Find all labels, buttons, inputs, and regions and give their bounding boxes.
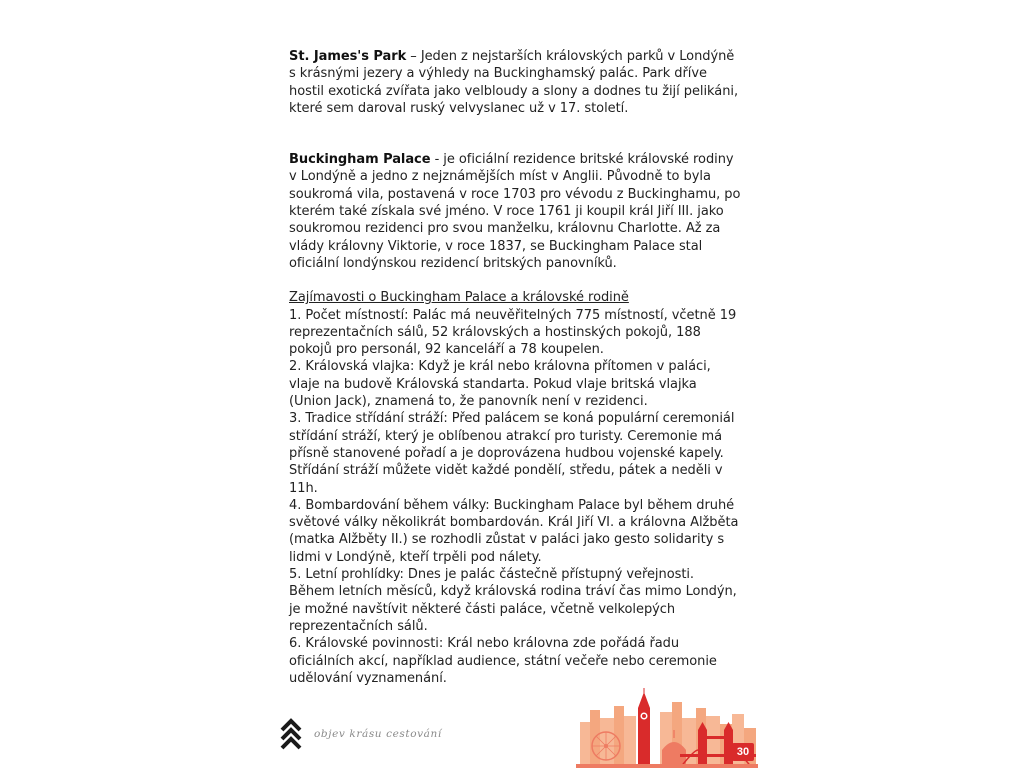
st-james-title: St. James's Park — [289, 49, 407, 64]
facts-heading: Zajímavosti o Buckingham Palace a královské rodině — [289, 290, 629, 306]
fact-item: 6. Královské povinnosti: Král nebo královna zde pořádá řadu oficiálních akcí, například audience, státní večeře nebo ceremonie udělování vyznamenání. — [289, 636, 717, 686]
fact-item: 5. Letní prohlídky: Dnes je palác částečně přístupný veřejnosti. Během letních měsíců, když královská rodina tráví čas mimo Londýn, je možné navštívit některé části paláce, včetně velkolepých reprezentačních sálů. — [289, 567, 737, 634]
st-james-paragraph — [289, 48, 741, 117]
spacer — [289, 272, 741, 289]
chevrons-up-icon — [280, 718, 302, 752]
page-content — [289, 48, 741, 687]
fact-item: 2. Královská vlajka: Když je král nebo královna přítomen v paláci, vlaje na budově Královská standarta. Pokud vlaje britská vlajka (Union Jack), znamená to, že panovník není v rezidenci. — [289, 359, 711, 410]
london-skyline-icon — [576, 688, 758, 768]
fact-item: 3. Tradice střídání stráží: Před palácem se koná populární ceremoniál střídání stráží, který je oblíbenou atrakcí pro turisty. Ceremonie má přísně stanovené pořadí a je doprovázena hudbou vojenské kapely. Střídání stráží můžete vidět každé pondělí, středu, pátek a neděli v 11h. — [289, 411, 735, 496]
spacer — [289, 117, 741, 151]
fact-item: 1. Počet místností: Palác má neuvěřitelných 775 místností, včetně 19 reprezentačních sálů, 52 královských a hostinských pokojů, 188 pokojů pro personál, 92 kanceláří a 78 koupelen. — [289, 307, 737, 358]
page-number-badge: 30 — [732, 743, 754, 761]
footer-tagline: objev krásu cestování — [314, 728, 442, 740]
buckingham-paragraph — [289, 151, 741, 272]
st-james-text: – Jeden z nejstarších královských parků v Londýně s krásnými jezery a výhledy na Buckinghamský palác. Park dříve hostil exotická zvířata jako velbloudy a slony a dodnes tu žijí pelikáni, které sem daroval ruský velvyslanec už v 17. století. — [289, 49, 739, 116]
fact-item: 4. Bombardování během války: Buckingham Palace byl během druhé světové války několikrát bombardován. Král Jiří VI. a královna Alžběta (matka Alžběty II.) se rozhodli zůstat v paláci jako gesto solidarity s lidmi v Londýně, kteří trpěli pod nálety. — [289, 497, 739, 565]
buckingham-text: - je oficiální rezidence britské královské rodiny v Londýně a jedno z nejznámějších míst v Anglii. Původně to byla soukromá vila, postavená v roce 1703 pro vévodu z Buckinghamu, po kterém také získala své jméno. V roce 1761 ji koupil král Jiří III. jako soukromou rezidenci pro svou manželku, královnu Charlotte. Až za vlády královny Viktorie, v roce 1837, se Buckingham Palace stal oficiální londýnskou rezidencí britských panovníků. — [289, 152, 741, 271]
buckingham-title: Buckingham Palace — [289, 152, 431, 168]
